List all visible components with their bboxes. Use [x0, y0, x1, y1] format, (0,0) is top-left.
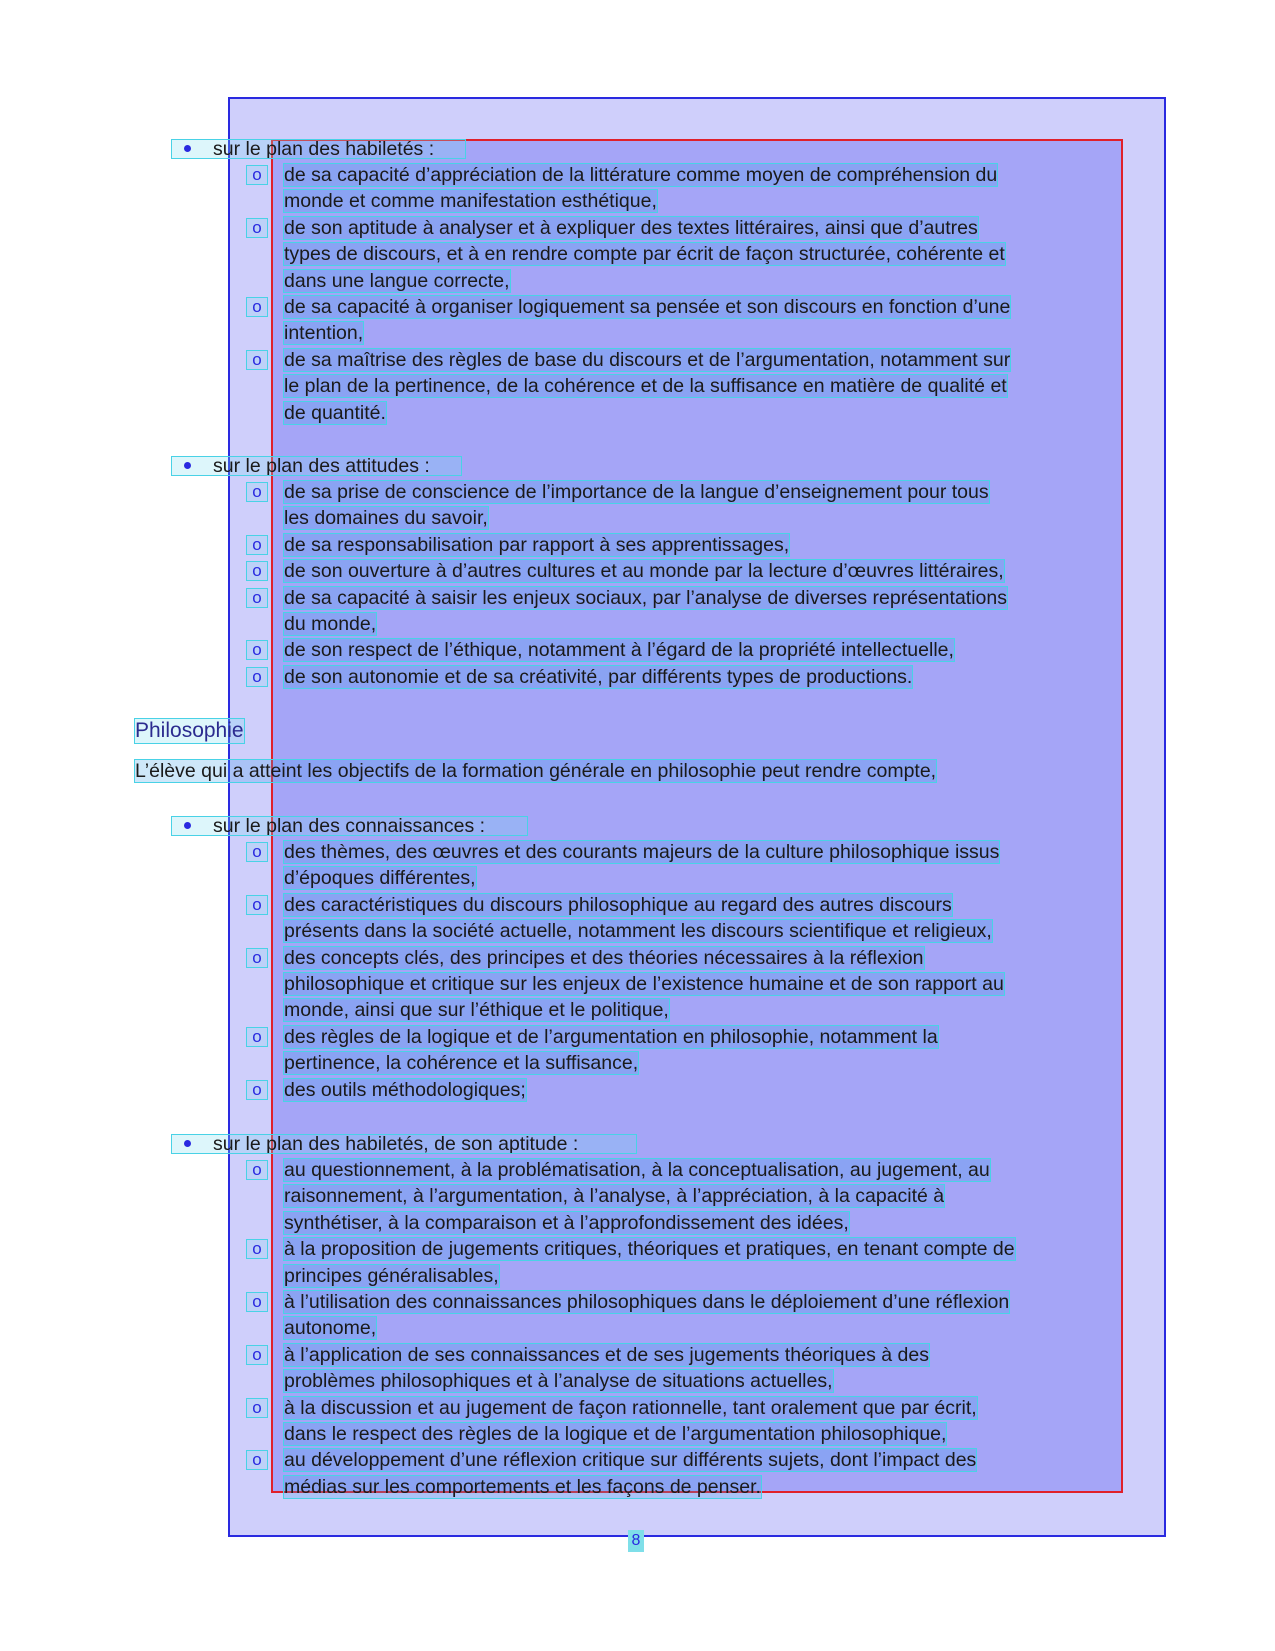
sub-bullet-circle-icon: o — [247, 1161, 267, 1179]
bullet-dot-icon — [184, 1140, 191, 1147]
sub-bullet-circle-icon: o — [247, 949, 267, 967]
bullet-dot-icon — [184, 822, 191, 829]
list-item-line: les domaines du savoir, — [284, 507, 488, 530]
list-item-line: de sa capacité à saisir les enjeux sociaux, par l’analyse de diverses représentations — [284, 586, 1007, 609]
list-item-line: de sa capacité d’appréciation de la littérature comme moyen de compréhension du — [284, 164, 998, 186]
list-item-line: à la discussion et au jugement de façon rationnelle, tant oralement que par écrit, — [284, 1396, 977, 1419]
list-item-line: de sa responsabilisation par rapport à ses apprentissages, — [284, 533, 790, 556]
sub-bullet-circle-icon: o — [247, 589, 267, 607]
list-item-line: raisonnement, à l’argumentation, à l’analyse, à l’appréciation, à la capacité à — [284, 1185, 945, 1208]
list-item-line: de quantité. — [284, 401, 386, 424]
bullet-heading — [172, 140, 465, 158]
sub-bullet-circle-icon: o — [247, 1240, 267, 1258]
sub-bullet-circle-icon: o — [247, 166, 267, 184]
list-item-line: principes généralisables, — [284, 1264, 499, 1287]
sub-bullet-circle-icon: o — [247, 1293, 267, 1311]
sub-bullet-circle-icon: o — [247, 1451, 267, 1469]
list-item-line: des règles de la logique et de l’argumentation en philosophie, notamment la — [284, 1025, 938, 1048]
list-item-line: synthétiser, à la comparaison et à l’approfondissement des idées, — [284, 1211, 849, 1234]
bullet-label: sur le plan des habiletés, de son aptitude : — [213, 1133, 579, 1155]
list-item-line: philosophique et critique sur les enjeux de l’existence humaine et de son rapport au — [284, 973, 1004, 995]
page-number: 8 — [628, 1530, 644, 1552]
sub-bullet-circle-icon: o — [247, 1399, 267, 1417]
list-item-line: de son aptitude à analyser et à expliquer des textes littéraires, ainsi que d’autres — [284, 216, 978, 239]
intro-paragraph: L’élève qui a atteint les objectifs de la formation générale en philosophie peut rendre compte, — [135, 760, 937, 782]
list-item-line: de son autonomie et de sa créativité, par différents types de productions. — [284, 665, 913, 688]
list-item-line: de sa prise de conscience de l’importance de la langue d’enseignement pour tous — [284, 481, 989, 503]
list-item-line: médias sur les comportements et les façons de penser. — [284, 1475, 761, 1498]
bullet-label: sur le plan des habiletés : — [213, 138, 435, 160]
bullet-dot-icon — [184, 462, 191, 469]
list-item-line: pertinence, la cohérence et la suffisance, — [284, 1052, 639, 1075]
list-item-line: à l’application de ses connaissances et de ses jugements théoriques à des — [284, 1343, 929, 1366]
bullet-heading — [172, 1135, 636, 1153]
bullet-dot-icon — [184, 145, 191, 152]
list-item-line: des outils méthodologiques; — [284, 1078, 526, 1101]
list-item-line: des thèmes, des œuvres et des courants majeurs de la culture philosophique issus — [284, 841, 1000, 863]
list-item-line: autonome, — [284, 1317, 377, 1340]
bullet-heading — [172, 457, 461, 475]
sub-bullet-circle-icon: o — [247, 351, 267, 369]
list-item-line: dans le respect des règles de la logique et de l’argumentation philosophique, — [284, 1423, 947, 1445]
sub-bullet-circle-icon: o — [247, 1028, 267, 1046]
list-item-line: d’époques différentes, — [284, 867, 476, 890]
sub-bullet-circle-icon: o — [247, 1346, 267, 1364]
list-item-line: monde, ainsi que sur l’éthique et le politique, — [284, 999, 669, 1022]
sub-bullet-circle-icon: o — [247, 219, 267, 237]
sub-bullet-circle-icon: o — [247, 298, 267, 316]
bullet-heading — [172, 817, 527, 835]
sub-bullet-circle-icon: o — [247, 562, 267, 580]
list-item-line: au questionnement, à la problématisation, à la conceptualisation, au jugement, au — [284, 1159, 990, 1181]
bullet-label: sur le plan des connaissances : — [213, 815, 486, 837]
sub-bullet-circle-icon: o — [247, 843, 267, 861]
list-item-line: problèmes philosophiques et à l’analyse de situations actuelles, — [284, 1370, 833, 1393]
list-item-line: le plan de la pertinence, de la cohérence et de la suffisance en matière de qualité et — [284, 375, 1007, 398]
list-item-line: du monde, — [284, 613, 377, 635]
list-item-line: de sa capacité à organiser logiquement sa pensée et son discours en fonction d’une — [284, 296, 1011, 318]
list-item-line: des caractéristiques du discours philosophique au regard des autres discours — [284, 893, 952, 916]
list-item-line: à la proposition de jugements critiques, théoriques et pratiques, en tenant compte de — [284, 1238, 1015, 1261]
list-item-line: intention, — [284, 322, 364, 345]
list-item-line: au développement d’une réflexion critique sur différents sujets, dont l’impact des — [284, 1449, 977, 1472]
list-item-line: de son ouverture à d’autres cultures et au monde par la lecture d’œuvres littéraires, — [284, 560, 1004, 583]
sub-bullet-circle-icon: o — [247, 668, 267, 686]
section-heading-philosophie: Philosophie — [135, 719, 244, 742]
bullet-label: sur le plan des attitudes : — [213, 455, 430, 477]
list-item-line: à l’utilisation des connaissances philosophiques dans le déploiement d’une réflexion — [284, 1291, 1010, 1313]
list-item-line: monde et comme manifestation esthétique, — [284, 190, 657, 213]
list-item-line: présents dans la société actuelle, notamment les discours scientifique et religieux, — [284, 920, 992, 943]
sub-bullet-circle-icon: o — [247, 536, 267, 554]
sub-bullet-circle-icon: o — [247, 896, 267, 914]
list-item-line: types de discours, et à en rendre compte par écrit de façon structurée, cohérente et — [284, 243, 1005, 266]
list-item-line: dans une langue correcte, — [284, 269, 510, 292]
sub-bullet-circle-icon: o — [247, 1081, 267, 1099]
list-item-line: de son respect de l’éthique, notamment à l’égard de la propriété intellectuelle, — [284, 639, 954, 662]
list-item-line: des concepts clés, des principes et des théories nécessaires à la réflexion — [284, 946, 924, 969]
sub-bullet-circle-icon: o — [247, 483, 267, 501]
sub-bullet-circle-icon: o — [247, 641, 267, 659]
list-item-line: de sa maîtrise des règles de base du discours et de l’argumentation, notamment sur — [284, 348, 1011, 371]
